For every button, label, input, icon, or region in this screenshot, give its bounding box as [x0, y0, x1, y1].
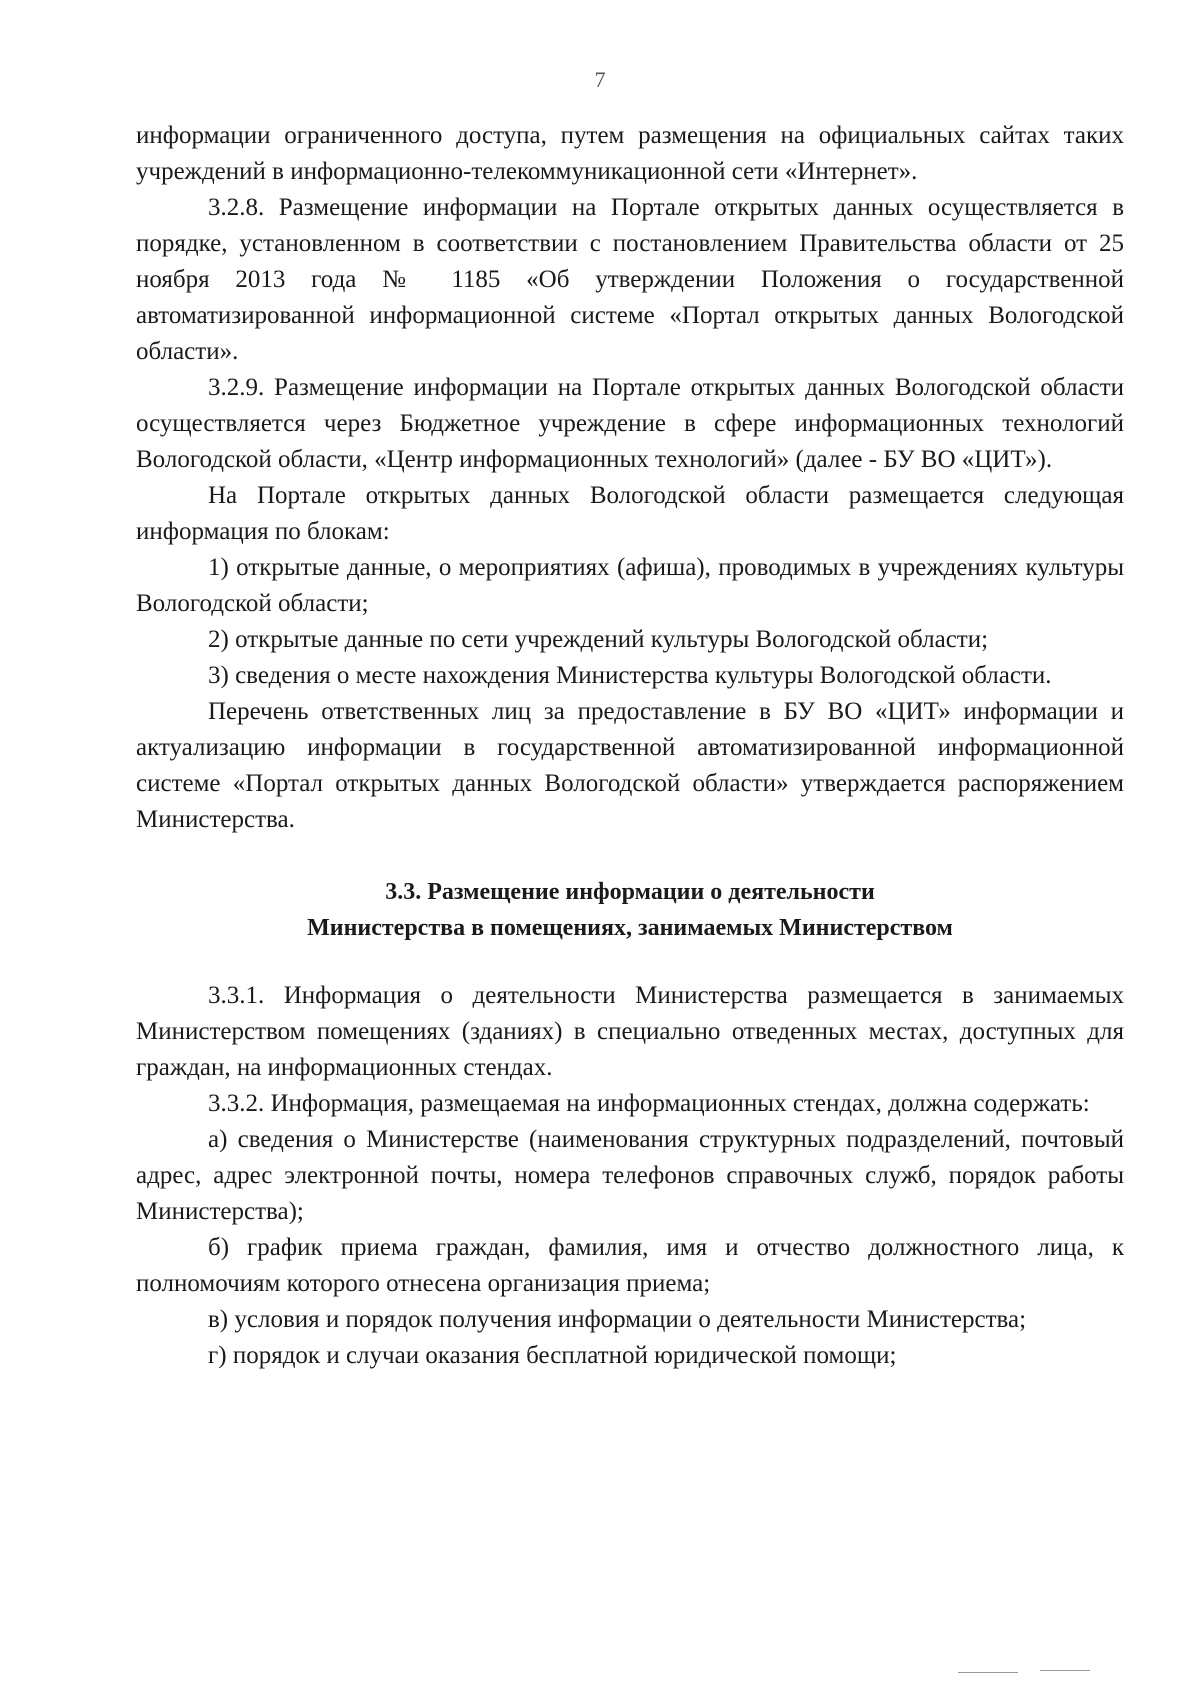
paragraph-3-3-2: 3.3.2. Информация, размещаемая на информационных стендах, должна содержать:: [208, 1090, 1090, 1117]
paragraph-item-v: в) условия и порядок получения информации о деятельности Министерства;: [208, 1306, 1027, 1333]
paragraph-item-3: 3) сведения о месте нахождения Министерства культуры Вологодской области.: [208, 662, 1052, 689]
document-body: [136, 118, 1124, 1374]
scan-mark: [1040, 1670, 1090, 1671]
section-3-2-text: [136, 118, 1124, 838]
paragraph-3-2-8: 3.2.8. Размещение информации на Портале открытых данных осуществляется в порядке, установленном в соответствии с постановлением Правительства области от 25 ноября 2013 года № 1185 «Об утверждении Положения о государственной автоматизированной информационной системе «Портал открытых данных Вологодской области».: [136, 194, 1124, 365]
section-3-3-text: [136, 978, 1124, 1374]
page-number: 7: [594, 67, 606, 92]
section-heading-3-3: [136, 874, 1124, 946]
paragraph-portal-blocks: На Портале открытых данных Вологодской области размещается следующая информация по блокам:: [136, 482, 1124, 545]
paragraph-continuation: информации ограниченного доступа, путем размещения на официальных сайтах таких учреждений в информационно-телекоммуникационной сети «Интернет».: [136, 122, 1124, 185]
paragraph-item-g: г) порядок и случаи оказания бесплатной юридической помощи;: [208, 1342, 897, 1369]
section-heading-line-2: Министерства в помещениях, занимаемых Министерством: [307, 915, 953, 941]
paragraph-responsible: Перечень ответственных лиц за предоставление в БУ ВО «ЦИТ» информации и актуализацию информации в государственной автоматизированной информационной системе «Портал открытых данных Вологодской области» утверждается распоряжением Министерства.: [136, 698, 1124, 833]
paragraph-3-3-1: 3.3.1. Информация о деятельности Министерства размещается в занимаемых Министерством помещениях (зданиях) в специально отведенных местах, доступных для граждан, на информационных стендах.: [136, 982, 1124, 1081]
paragraph-item-a: а) сведения о Министерстве (наименования структурных подразделений, почтовый адрес, адрес электронной почты, номера телефонов справочных служб, порядок работы Министерства);: [136, 1126, 1124, 1225]
section-heading-line-1: 3.3. Размещение информации о деятельности: [385, 879, 875, 905]
paragraph-item-2: 2) открытые данные по сети учреждений культуры Вологодской области;: [208, 626, 989, 653]
paragraph-item-1: 1) открытые данные, о мероприятиях (афиша), проводимых в учреждениях культуры Вологодской области;: [136, 554, 1124, 617]
paragraph-item-b: б) график приема граждан, фамилия, имя и отчество должностного лица, к полномочиям которого отнесена организация приема;: [136, 1234, 1124, 1297]
paragraph-3-2-9: 3.2.9. Размещение информации на Портале открытых данных Вологодской области осуществляется через Бюджетное учреждение в сфере информационных технологий Вологодской области, «Центр информационных технологий» (далее - БУ ВО «ЦИТ»).: [136, 374, 1124, 473]
scan-mark: [958, 1672, 1018, 1673]
